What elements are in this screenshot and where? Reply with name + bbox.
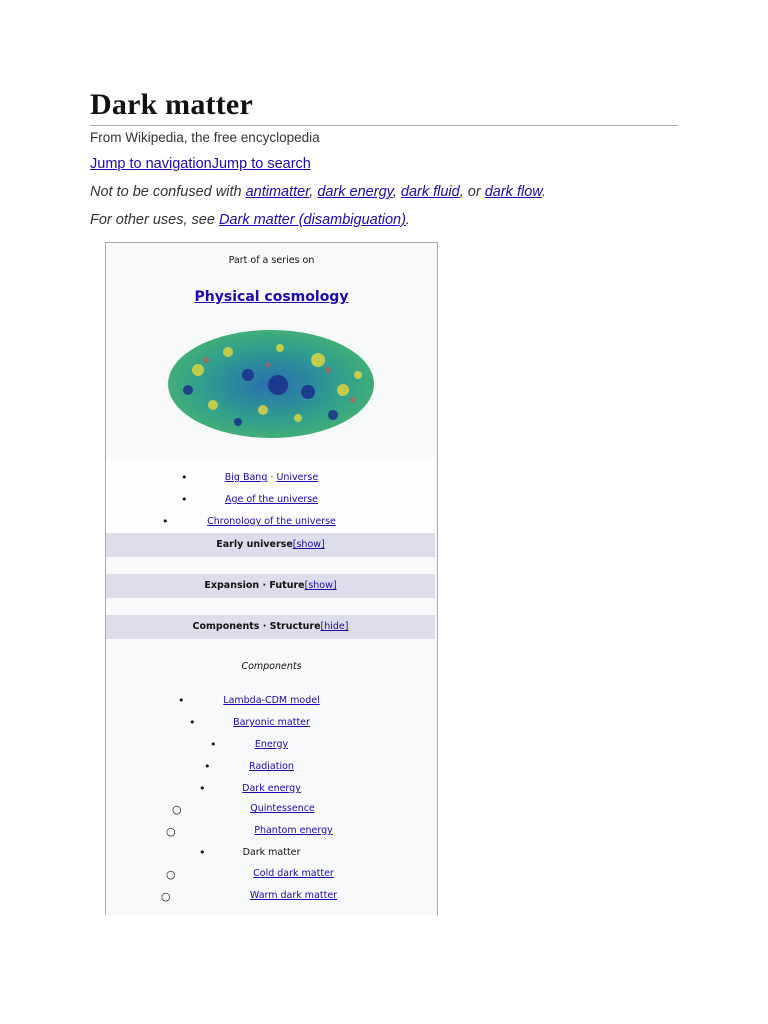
cmb-map-image[interactable]	[168, 330, 374, 438]
bullet: •	[199, 782, 206, 795]
section-early-universe: Early universe[show]	[106, 533, 435, 557]
bullet: •	[162, 515, 169, 528]
hatnote-prefix: Not to be confused with	[90, 184, 246, 200]
universe-link[interactable]: Universe	[276, 472, 319, 483]
dark-matter-current: Dark matter	[242, 847, 301, 858]
radiation-link[interactable]: Radiation	[249, 761, 294, 772]
list-item	[106, 803, 437, 814]
big-bang-link[interactable]: Big Bang	[224, 472, 268, 483]
list-item	[106, 739, 437, 750]
top-item-big-bang-universe	[106, 472, 437, 483]
hide-toggle[interactable]: [hide]	[320, 621, 349, 632]
bullet: ○	[172, 803, 182, 816]
phantom-energy-link[interactable]: Phantom energy	[254, 825, 333, 836]
top-item-chronology	[106, 516, 437, 527]
title-divider	[90, 125, 678, 126]
series-title-link[interactable]: Physical cosmology	[194, 289, 349, 305]
hatnote-suffix: .	[541, 184, 546, 200]
energy-link[interactable]: Energy	[254, 739, 289, 750]
bullet: •	[204, 760, 211, 773]
lambda-cdm-link[interactable]: Lambda-CDM model	[223, 695, 320, 706]
antimatter-link[interactable]: antimatter	[245, 184, 310, 200]
section-expansion-future: Expansion · Future[show]	[106, 574, 435, 598]
hatnote-prefix: For other uses, see	[90, 212, 219, 228]
dark-energy-sidebar-link[interactable]: Dark energy	[242, 783, 301, 794]
jump-links	[90, 156, 311, 172]
warm-dark-matter-link[interactable]: Warm dark matter	[249, 890, 338, 901]
series-caption: Part of a series on	[228, 255, 315, 266]
hatnote-sep: ,	[392, 184, 401, 200]
disambiguation-link[interactable]: Dark matter (disambiguation)	[218, 212, 406, 228]
jump-to-navigation-link[interactable]: Jump to navigation	[90, 156, 212, 172]
chronology-link[interactable]: Chronology of the universe	[207, 516, 336, 527]
bullet: ○	[166, 868, 176, 881]
show-toggle[interactable]: [show]	[304, 580, 337, 591]
bullet: ○	[161, 890, 171, 903]
list-item	[106, 847, 437, 858]
bullet: •	[181, 493, 188, 506]
cold-dark-matter-link[interactable]: Cold dark matter	[253, 868, 334, 879]
list-item	[106, 717, 437, 728]
dark-fluid-link[interactable]: dark fluid	[400, 184, 460, 200]
hatnote-suffix: .	[405, 212, 410, 228]
quintessence-link[interactable]: Quintessence	[250, 803, 315, 814]
series-sidebar	[105, 242, 438, 915]
section-components-structure: Components · Structure[hide]	[106, 615, 435, 639]
bullet: •	[210, 738, 217, 751]
list-item	[106, 890, 437, 901]
list-item	[106, 868, 437, 879]
jump-to-search-link[interactable]: Jump to search	[211, 156, 311, 172]
list-item	[106, 761, 437, 772]
show-toggle[interactable]: [show]	[292, 539, 325, 550]
page-title: Dark matter	[90, 88, 253, 121]
baryonic-matter-link[interactable]: Baryonic matter	[233, 717, 310, 728]
bullet: •	[189, 716, 196, 729]
list-item	[106, 825, 437, 836]
tagline: From Wikipedia, the free encyclopedia	[90, 130, 320, 145]
components-heading: Components	[241, 661, 302, 672]
dark-flow-link[interactable]: dark flow	[484, 184, 542, 200]
bullet: •	[178, 694, 185, 707]
top-item-age	[106, 494, 437, 505]
age-of-universe-link[interactable]: Age of the universe	[224, 494, 319, 505]
list-item	[106, 695, 437, 706]
hatnote-sep: , or	[459, 184, 485, 200]
list-item	[106, 783, 437, 794]
hatnote-not-confused	[90, 184, 546, 200]
bullet: •	[181, 471, 188, 484]
bullet: •	[199, 846, 206, 859]
bullet: ○	[166, 825, 176, 838]
separator: ·	[267, 472, 277, 483]
hatnote-sep: ,	[309, 184, 318, 200]
hatnote-other-uses	[90, 212, 410, 228]
dark-energy-link[interactable]: dark energy	[317, 184, 393, 200]
